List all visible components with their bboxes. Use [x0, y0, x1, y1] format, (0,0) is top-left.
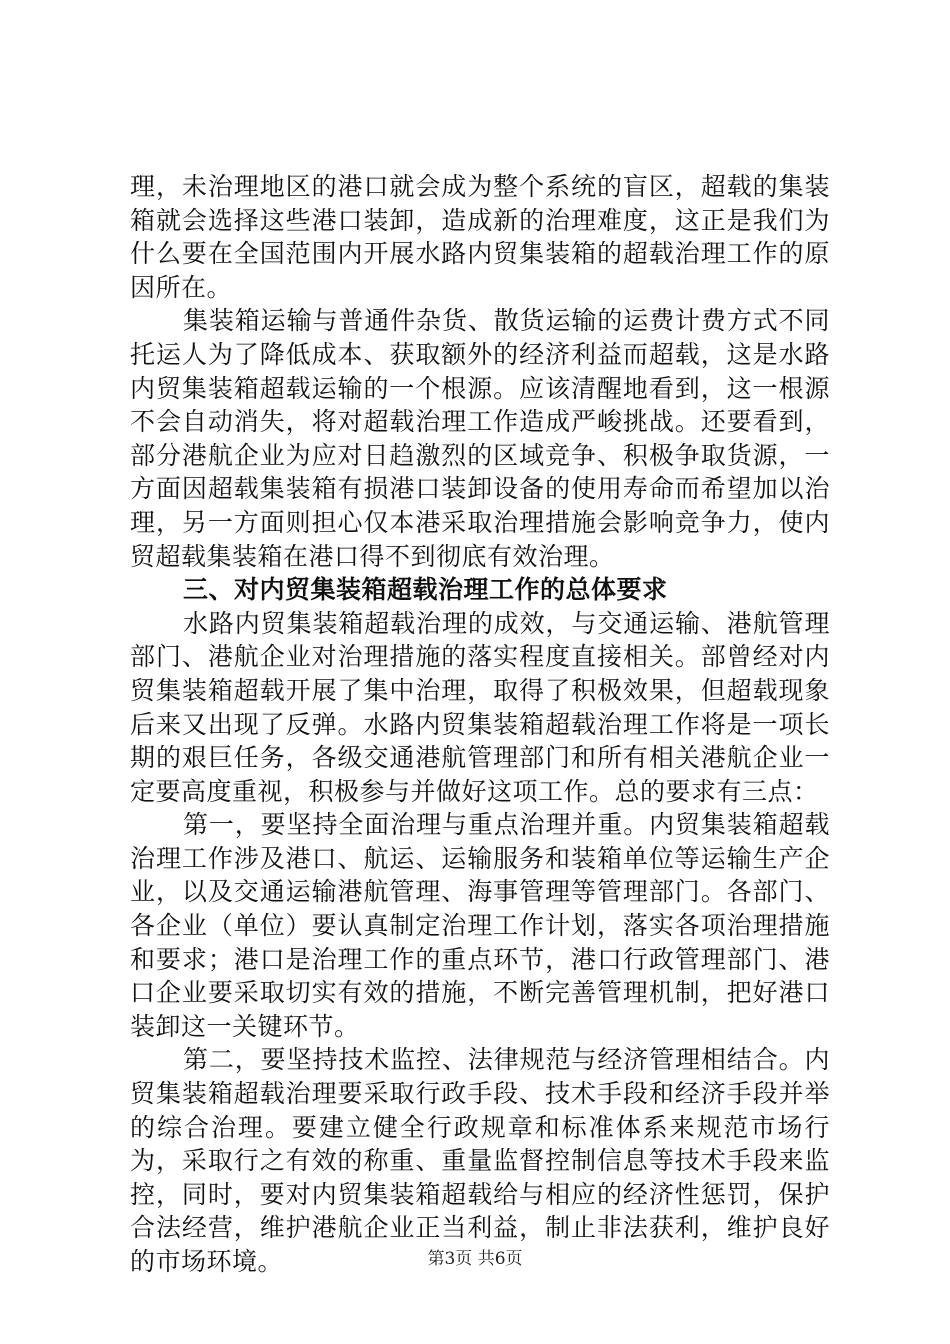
paragraph-1: 理，未治理地区的港口就会成为整个系统的盲区，超载的集装箱就会选择这些港口装卸，造成新的治理难度，这正是我们为什么要在全国范围内开展水路内贸集装箱的超载治理工作的原因所在。 — [130, 172, 830, 302]
page-footer: 第3页 共6页 — [427, 1249, 523, 1269]
document-body — [130, 170, 830, 1279]
paragraph-3: 水路内贸集装箱超载治理的成效，与交通运输、港航管理部门、港航企业对治理措施的落实程度直接相关。部曾经对内贸集装箱超载开展了集中治理，取得了积极效果，但超载现象后来又出现了反弹。水路内贸集装箱超载治理工作将是一项长期的艰巨任务，各级交通港航管理部门和所有相关港航企业一定要高度重视，积极参与并做好这项工作。总的要求有三点： — [130, 608, 830, 806]
paragraph-5: 第二，要坚持技术监控、法律规范与经济管理相结合。内贸集装箱超载治理要采取行政手段、技术手段和经济手段并举的综合治理。要建立健全行政规章和标准体系来规范市场行为，采取行之有效的称重、重量监督控制信息等技术手段来监控，同时，要对内贸集装箱超载给与相应的经济性惩罚，保护合法经营，维护港航企业正当利益，制止非法获利，维护良好的市场环境。 — [130, 1045, 830, 1276]
section-heading: 三、对内贸集装箱超载治理工作的总体要求 — [183, 575, 668, 605]
paragraph-2: 集装箱运输与普通件杂货、散货运输的运费计费方式不同托运人为了降低成本、获取额外的经济利益而超载，这是水路内贸集装箱超载运输的一个根源。应该清醒地看到，这一根源不会自动消失，将对超载治理工作造成严峻挑战。还要看到，部分港航企业为应对日趋激烈的区域竞争、积极争取货源，一方面因超载集装箱有损港口装卸设备的使用寿命而希望加以治理，另一方面则担心仅本港采取治理措施会影响竞争力，使内贸超载集装箱在港口得不到彻底有效治理。 — [130, 306, 830, 571]
paragraph-4: 第一，要坚持全面治理与重点治理并重。内贸集装箱超载治理工作涉及港口、航运、运输服务和装箱单位等运输生产企业，以及交通运输港航管理、海事管理等管理部门。各部门、各企业（单位）要认真制定治理工作计划，落实各项治理措施和要求；港口是治理工作的重点环节，港口行政管理部门、港口企业要采取切实有效的措施，不断完善管理机制，把好港口装卸这一关键环节。 — [130, 810, 830, 1041]
